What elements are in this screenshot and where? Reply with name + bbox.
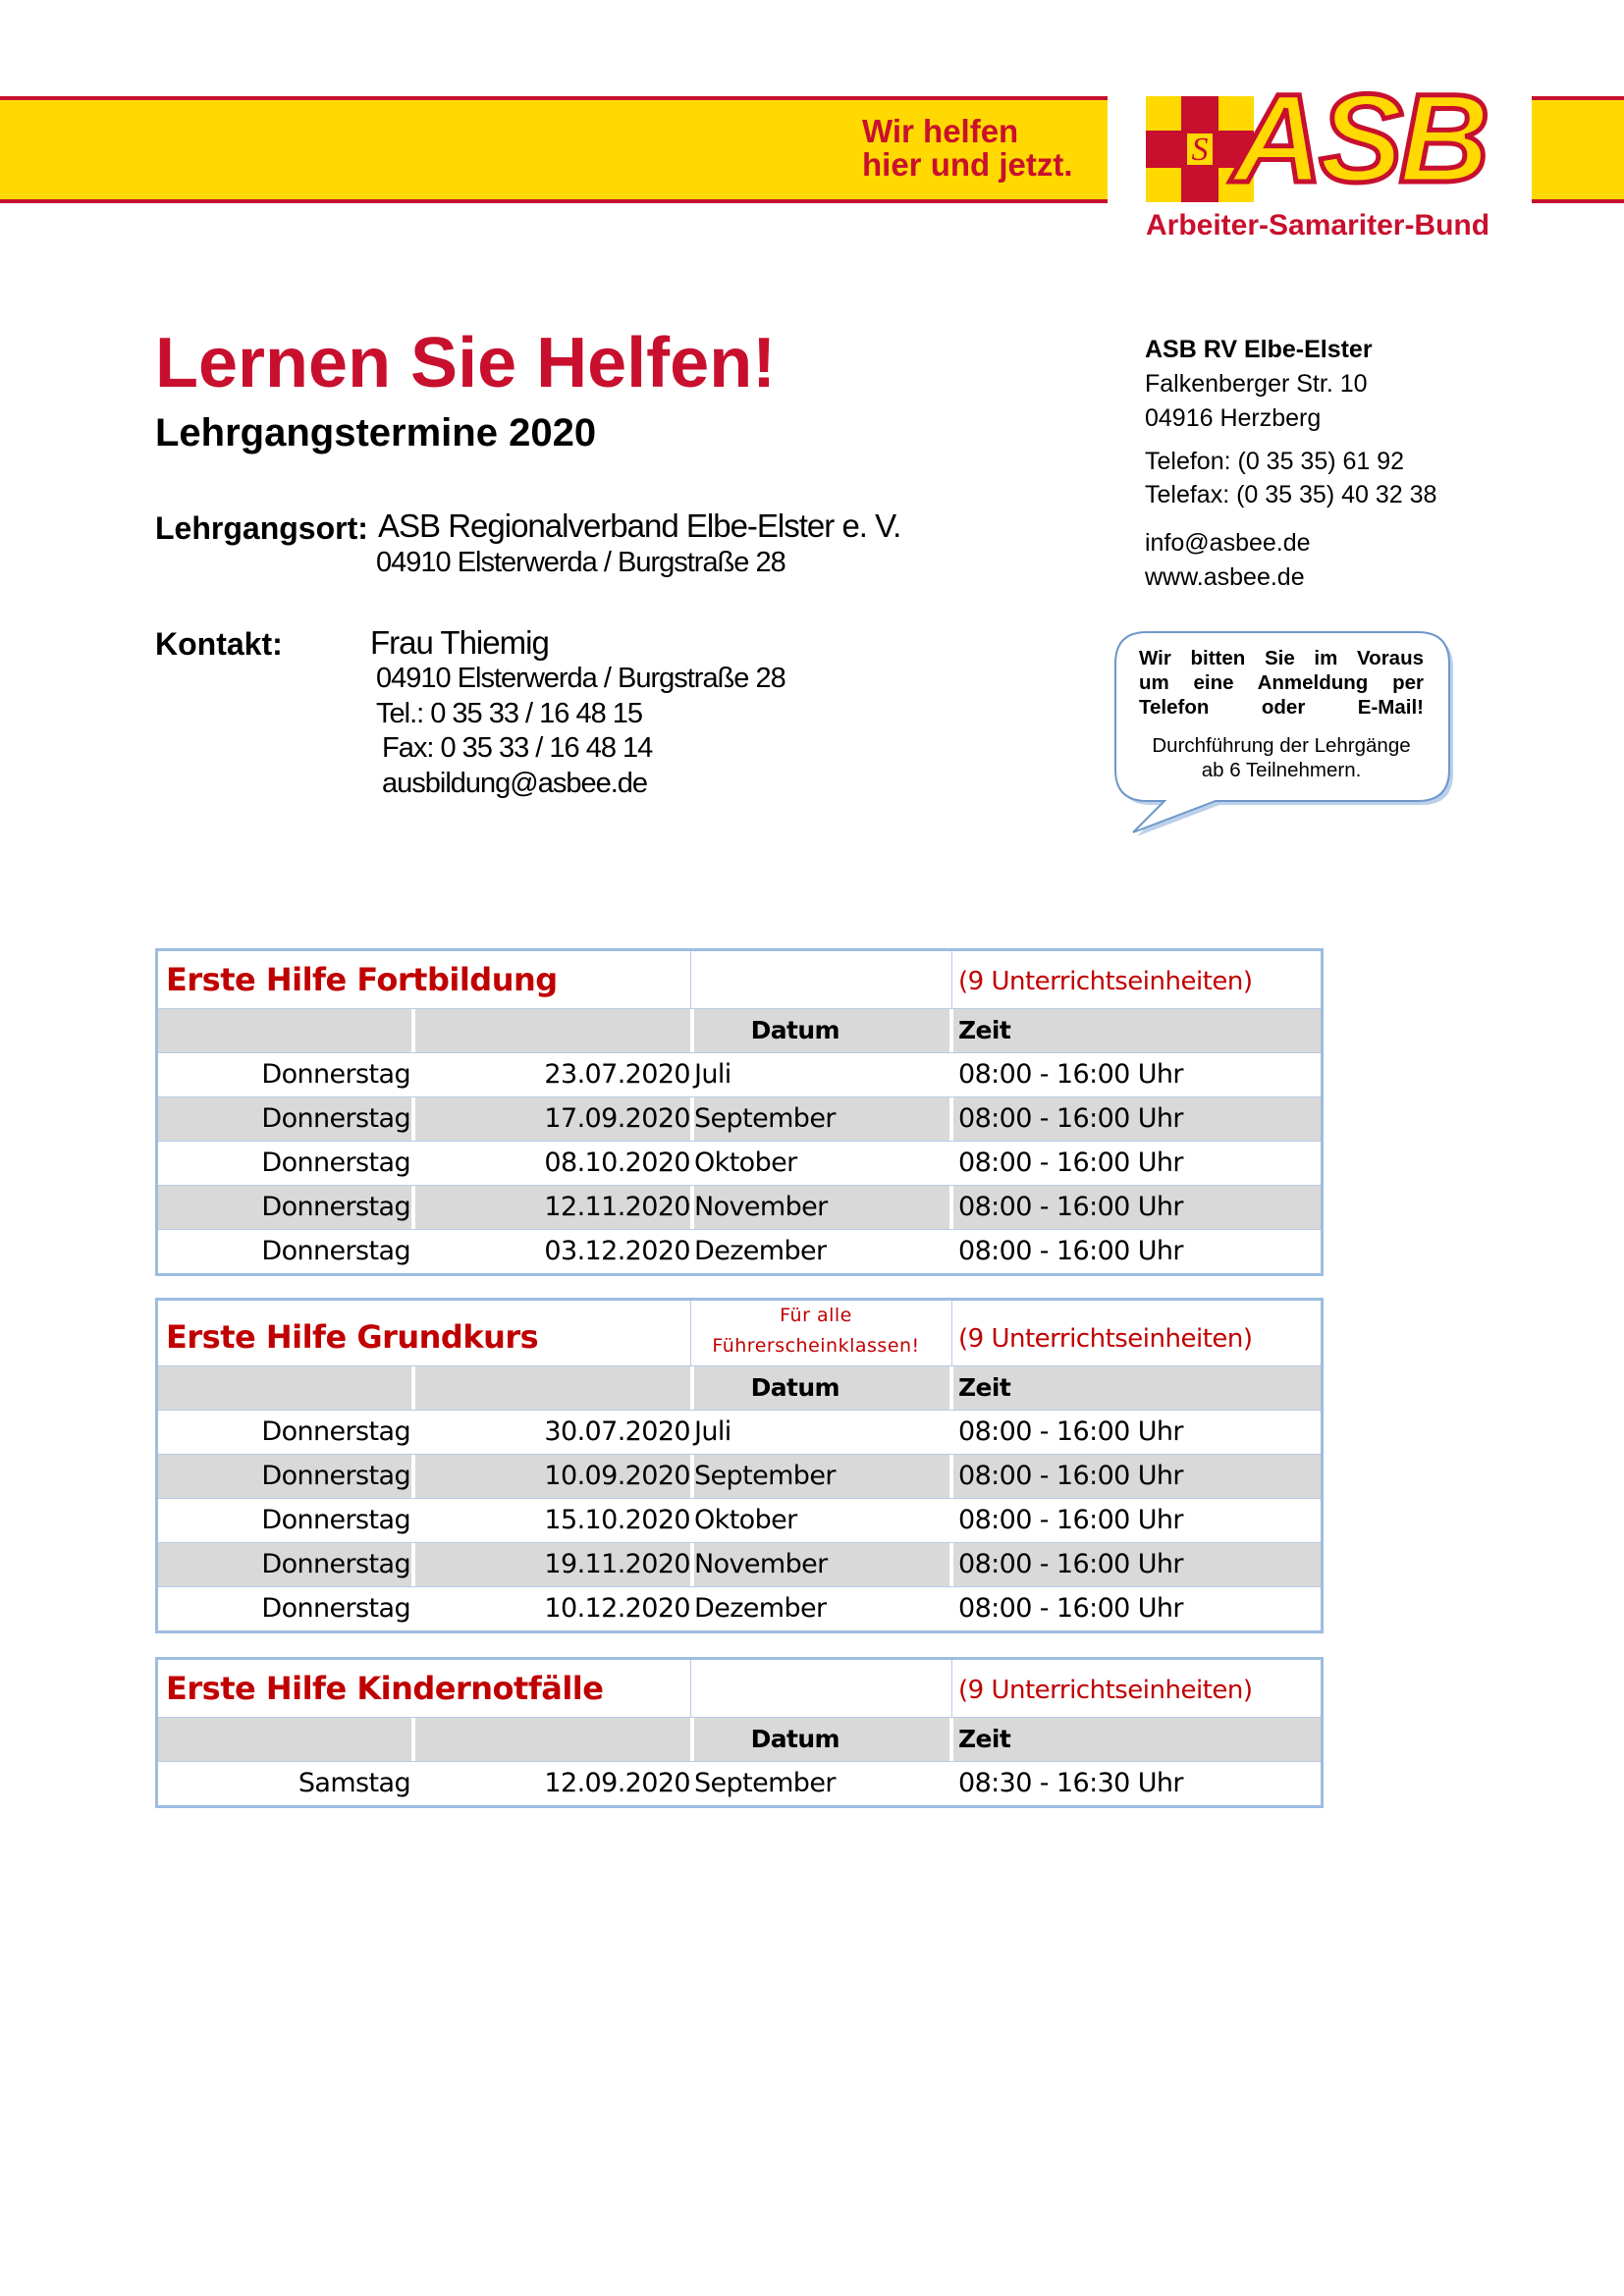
row-time: 08:00 - 16:00 Uhr: [958, 1505, 1183, 1535]
office-phone: Telefon: (0 35 35) 61 92: [1145, 448, 1405, 475]
row-time: 08:00 - 16:00 Uhr: [958, 1593, 1183, 1624]
row-month: November: [694, 1549, 828, 1579]
row-day: Donnerstag: [261, 1103, 410, 1134]
row-time: 08:00 - 16:00 Uhr: [958, 1549, 1183, 1579]
row-day: Donnerstag: [261, 1236, 410, 1266]
col-date-header: Datum: [750, 1725, 839, 1753]
row-time: 08:00 - 16:00 Uhr: [958, 1103, 1183, 1134]
notice-normal-line-2: ab 6 Teilnehmern.: [1201, 759, 1362, 781]
course-table-fortbildung: [155, 948, 1324, 1276]
logo-cross-letter: S: [1191, 132, 1209, 168]
row-month: Oktober: [694, 1148, 797, 1178]
table-row: [158, 1455, 1321, 1499]
table-row: [158, 1587, 1321, 1630]
table-header-row: [158, 1718, 1321, 1762]
col-date-header: Datum: [750, 1016, 839, 1044]
course-units: (9 Unterrichtseinheiten): [958, 967, 1253, 996]
office-city: 04916 Herzberg: [1145, 404, 1322, 432]
row-day: Donnerstag: [261, 1059, 410, 1090]
row-date: 12.09.2020: [544, 1768, 690, 1798]
course-note-line-2: Führerscheinklassen!: [712, 1335, 920, 1357]
row-day: Donnerstag: [261, 1549, 410, 1579]
course-title: Erste Hilfe Fortbildung: [166, 961, 558, 998]
office-fax: Telefax: (0 35 35) 40 32 38: [1145, 481, 1437, 508]
asb-logo-text: ASB: [1232, 69, 1487, 209]
location-address: 04910 Elsterwerda / Burgstraße 28: [376, 547, 785, 578]
row-date: 12.11.2020: [544, 1192, 690, 1222]
row-date: 17.09.2020: [544, 1103, 690, 1134]
row-month: Juli: [694, 1059, 731, 1090]
row-time: 08:00 - 16:00 Uhr: [958, 1461, 1183, 1491]
course-title: Erste Hilfe Kindernotfälle: [166, 1670, 604, 1707]
row-date: 19.11.2020: [544, 1549, 690, 1579]
row-day: Donnerstag: [261, 1192, 410, 1222]
row-month: Juli: [694, 1416, 731, 1447]
contact-address: 04910 Elsterwerda / Burgstraße 28: [376, 663, 785, 694]
table-row: [158, 1762, 1321, 1805]
course-table-kindernotfaelle: [155, 1657, 1324, 1808]
col-time-header: Zeit: [958, 1016, 1011, 1044]
row-month: November: [694, 1192, 828, 1222]
course-title-row: [158, 1301, 1321, 1366]
row-date: 08.10.2020: [544, 1148, 690, 1178]
row-month: September: [694, 1103, 836, 1134]
course-title: Erste Hilfe Grundkurs: [166, 1318, 539, 1356]
row-month: Oktober: [694, 1505, 797, 1535]
row-day: Donnerstag: [261, 1148, 410, 1178]
row-date: 10.12.2020: [544, 1593, 690, 1624]
table-row: [158, 1499, 1321, 1543]
row-month: Dezember: [694, 1236, 827, 1266]
contact-fax: Fax: 0 35 33 / 16 48 14: [382, 732, 653, 764]
header-band-right: [1532, 96, 1624, 203]
page-subtitle: Lehrgangstermine 2020: [155, 411, 597, 454]
contact-tel: Tel.: 0 35 33 / 16 48 15: [376, 698, 643, 729]
row-time: 08:00 - 16:00 Uhr: [958, 1236, 1183, 1266]
row-month: September: [694, 1461, 836, 1491]
row-date: 15.10.2020: [544, 1505, 690, 1535]
table-row: [158, 1142, 1321, 1186]
row-date: 10.09.2020: [544, 1461, 690, 1491]
page-title: Lernen Sie Helfen!: [155, 324, 777, 402]
row-month: Dezember: [694, 1593, 827, 1624]
notice-bold-line-1: Wir bitten Sie im Voraus: [1139, 647, 1424, 669]
col-time-header: Zeit: [958, 1725, 1011, 1753]
course-units: (9 Unterrichtseinheiten): [958, 1676, 1253, 1705]
location-name: ASB Regionalverband Elbe-Elster e. V.: [378, 507, 901, 544]
row-month: September: [694, 1768, 836, 1798]
row-time: 08:00 - 16:00 Uhr: [958, 1416, 1183, 1447]
row-time: 08:00 - 16:00 Uhr: [958, 1059, 1183, 1090]
asb-logo-subtitle: Arbeiter-Samariter-Bund: [1146, 209, 1490, 241]
row-time: 08:00 - 16:00 Uhr: [958, 1192, 1183, 1222]
row-day: Donnerstag: [261, 1505, 410, 1535]
row-time: 08:30 - 16:30 Uhr: [958, 1768, 1183, 1798]
slogan-line-2: hier und jetzt.: [862, 146, 1073, 183]
office-web[interactable]: www.asbee.de: [1145, 563, 1305, 591]
row-date: 03.12.2020: [544, 1236, 690, 1266]
contact-name: Frau Thiemig: [370, 624, 549, 661]
row-day: Donnerstag: [261, 1416, 410, 1447]
office-email[interactable]: info@asbee.de: [1145, 529, 1311, 557]
row-date: 23.07.2020: [544, 1059, 690, 1090]
table-row: [158, 1411, 1321, 1455]
office-street: Falkenberger Str. 10: [1145, 370, 1368, 398]
notice-bold-line-2: um eine Anmeldung per: [1139, 671, 1424, 694]
table-header-row: [158, 1366, 1321, 1411]
office-name: ASB RV Elbe-Elster: [1145, 336, 1373, 363]
notice-bold-line-3: Telefon oder E-Mail!: [1139, 696, 1424, 719]
row-time: 08:00 - 16:00 Uhr: [958, 1148, 1183, 1178]
row-date: 30.07.2020: [544, 1416, 690, 1447]
course-units: (9 Unterrichtseinheiten): [958, 1324, 1253, 1354]
col-date-header: Datum: [750, 1373, 839, 1402]
table-row: [158, 1053, 1321, 1097]
col-time-header: Zeit: [958, 1373, 1011, 1402]
location-label: Lehrgangsort:: [155, 510, 368, 546]
slogan-line-1: Wir helfen: [862, 113, 1019, 149]
notice-normal-line-1: Durchführung der Lehrgänge: [1152, 734, 1411, 757]
row-day: Donnerstag: [261, 1461, 410, 1491]
table-row: [158, 1543, 1321, 1587]
table-row: [158, 1186, 1321, 1230]
course-note-line-1: Für alle: [780, 1305, 852, 1326]
row-day: Donnerstag: [261, 1593, 410, 1624]
course-title-row: [158, 1660, 1321, 1718]
table-row: [158, 1230, 1321, 1273]
contact-label: Kontakt:: [155, 626, 283, 662]
course-title-row: [158, 951, 1321, 1009]
table-row: [158, 1097, 1321, 1142]
table-header-row: [158, 1009, 1321, 1053]
contact-email[interactable]: ausbildung@asbee.de: [382, 768, 648, 799]
course-table-grundkurs: [155, 1298, 1324, 1633]
row-day: Samstag: [298, 1768, 410, 1798]
course-note: [688, 1301, 944, 1362]
notice-text: [1139, 646, 1424, 782]
